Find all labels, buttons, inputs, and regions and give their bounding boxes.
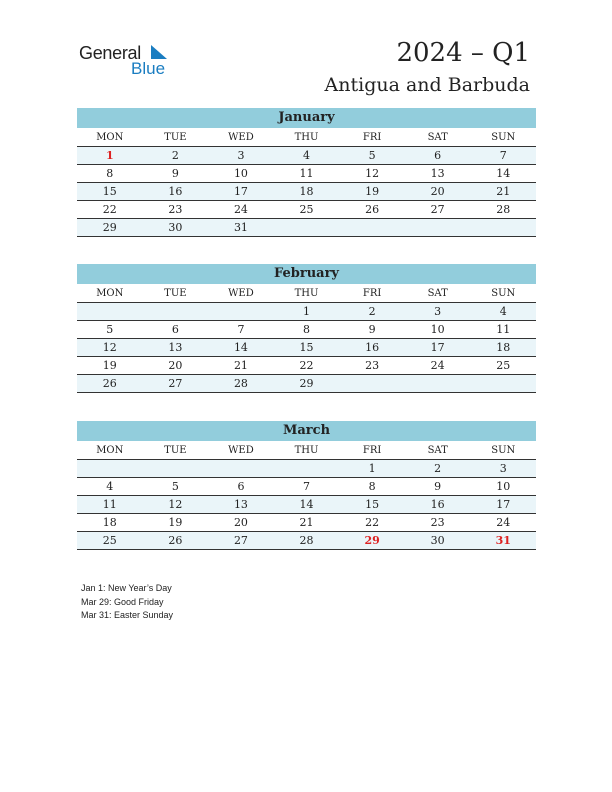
day-cell: 3 [237, 149, 245, 162]
day-cell: 21 [299, 516, 314, 529]
week-row [77, 532, 536, 550]
day-cell: 23 [168, 203, 183, 216]
day-cell: 4 [499, 305, 507, 318]
day-cell: 7 [237, 323, 245, 336]
day-cell [470, 375, 536, 392]
day-cell: 15 [365, 498, 380, 511]
day-cell [274, 460, 340, 477]
day-cell: 12 [365, 167, 380, 180]
day-cell: 27 [168, 377, 183, 390]
day-cell: 11 [496, 323, 511, 336]
day-cell: 5 [106, 323, 114, 336]
weekday-label: MON [96, 132, 124, 143]
day-cell: 25 [102, 534, 117, 547]
day-cell: 26 [365, 203, 380, 216]
week-row [77, 514, 536, 532]
day-cell: 6 [434, 149, 442, 162]
week-row [77, 147, 536, 165]
day-cell: 21 [496, 185, 511, 198]
day-cell: 4 [303, 149, 311, 162]
day-cell: 3 [434, 305, 442, 318]
week-row [77, 321, 536, 339]
weekday-label: SAT [427, 288, 448, 299]
month-calendar [77, 264, 536, 393]
day-cell: 17 [233, 185, 248, 198]
day-cell: 5 [368, 149, 376, 162]
day-cell: 16 [365, 341, 380, 354]
weekday-label: FRI [362, 288, 382, 299]
day-cell: 19 [365, 185, 380, 198]
day-cell: 9 [368, 323, 376, 336]
day-cell: 28 [496, 203, 511, 216]
day-cell [470, 219, 536, 236]
day-cell: 18 [496, 341, 511, 354]
weekday-label: SUN [491, 288, 516, 299]
day-cell: 4 [106, 480, 114, 493]
day-cell: 6 [171, 323, 179, 336]
day-cell: 7 [303, 480, 311, 493]
day-cell: 27 [233, 534, 248, 547]
day-cell: 10 [430, 323, 445, 336]
day-cell [339, 219, 405, 236]
logo-text-general: General [79, 43, 141, 63]
day-cell: 15 [102, 185, 117, 198]
logo-triangle-icon [149, 45, 169, 61]
week-row [77, 478, 536, 496]
day-cell: 11 [102, 498, 117, 511]
day-cell: 23 [365, 359, 380, 372]
day-cell [77, 460, 143, 477]
day-cell: 19 [168, 516, 183, 529]
week-row [77, 201, 536, 219]
day-cell: 14 [496, 167, 511, 180]
weekday-label: FRI [362, 445, 382, 456]
page-title: 2024 – Q1 [396, 38, 530, 68]
day-cell: 25 [496, 359, 511, 372]
holiday-note: Mar 31: Easter Sunday [81, 610, 174, 620]
day-cell: 23 [430, 516, 445, 529]
holiday-note: Mar 29: Good Friday [81, 596, 164, 607]
weekday-label: FRI [362, 132, 382, 143]
day-cell: 20 [168, 359, 183, 372]
day-cell [405, 219, 471, 236]
month-name: February [77, 264, 536, 284]
week-row [77, 357, 536, 375]
day-cell: 30 [168, 221, 183, 234]
month-name: March [77, 421, 536, 441]
day-cell [405, 375, 471, 392]
day-cell: 18 [299, 185, 314, 198]
day-cell: 29 [299, 377, 314, 390]
weekday-label: SAT [427, 132, 448, 143]
day-cell: 1 [368, 462, 376, 475]
day-cell: 14 [299, 498, 314, 511]
week-row [77, 339, 536, 357]
holiday-notes [81, 582, 173, 623]
day-cell: 2 [434, 462, 442, 475]
day-cell: 14 [233, 341, 248, 354]
weekday-label: THU [294, 132, 319, 143]
day-cell: 10 [233, 167, 248, 180]
day-cell: 8 [106, 167, 114, 180]
day-cell: 1 [303, 305, 311, 318]
day-cell: 21 [233, 359, 248, 372]
weekday-label: THU [294, 288, 319, 299]
day-cell: 20 [430, 185, 445, 198]
day-cell: 22 [102, 203, 117, 216]
page-subtitle: Antigua and Barbuda [324, 74, 530, 96]
day-cell: 28 [233, 377, 248, 390]
month-calendar [77, 108, 536, 237]
day-cell: 10 [496, 480, 511, 493]
day-cell: 2 [171, 149, 179, 162]
day-cell: 24 [430, 359, 445, 372]
holiday-note: Jan 1: New Year’s Day [81, 583, 172, 593]
day-cell: 26 [168, 534, 183, 547]
week-row [77, 183, 536, 201]
day-cell: 22 [365, 516, 380, 529]
weekday-header-row [77, 441, 536, 460]
day-cell: 9 [171, 167, 179, 180]
week-row [77, 496, 536, 514]
day-cell: 3 [499, 462, 507, 475]
month-calendar [77, 421, 536, 550]
day-cell [143, 303, 209, 320]
day-cell: 20 [233, 516, 248, 529]
day-cell: 2 [368, 305, 376, 318]
day-cell: 12 [168, 498, 183, 511]
day-cell: 9 [434, 480, 442, 493]
week-row [77, 219, 536, 237]
week-row [77, 165, 536, 183]
day-cell [208, 460, 274, 477]
day-cell: 13 [168, 341, 183, 354]
weekday-label: THU [294, 445, 319, 456]
day-cell: 8 [303, 323, 311, 336]
day-cell: 12 [102, 341, 117, 354]
week-row [77, 303, 536, 321]
day-cell: 18 [102, 516, 117, 529]
day-cell: 1 [105, 149, 114, 162]
day-cell: 29 [364, 534, 380, 547]
weekday-label: MON [96, 288, 124, 299]
day-cell: 30 [430, 534, 445, 547]
day-cell: 24 [496, 516, 511, 529]
day-cell: 29 [102, 221, 117, 234]
weekday-label: SUN [491, 445, 516, 456]
day-cell: 25 [299, 203, 314, 216]
weekday-label: WED [228, 445, 254, 456]
brand-logo [79, 43, 179, 79]
logo-text-blue: Blue [131, 59, 166, 78]
day-cell: 26 [102, 377, 117, 390]
weekday-header-row [77, 284, 536, 303]
day-cell: 27 [430, 203, 445, 216]
day-cell: 28 [299, 534, 314, 547]
day-cell: 16 [168, 185, 183, 198]
weekday-label: TUE [164, 445, 187, 456]
weekday-label: SUN [491, 132, 516, 143]
day-cell: 31 [233, 221, 248, 234]
day-cell: 7 [499, 149, 507, 162]
day-cell: 15 [299, 341, 314, 354]
day-cell: 22 [299, 359, 314, 372]
day-cell: 17 [496, 498, 511, 511]
day-cell: 11 [299, 167, 314, 180]
day-cell: 13 [430, 167, 445, 180]
day-cell [143, 460, 209, 477]
day-cell: 31 [495, 534, 511, 547]
day-cell: 6 [237, 480, 245, 493]
month-name: January [77, 108, 536, 128]
weekday-header-row [77, 128, 536, 147]
day-cell: 5 [171, 480, 179, 493]
weekday-label: WED [228, 132, 254, 143]
weekday-label: TUE [164, 132, 187, 143]
day-cell [339, 375, 405, 392]
weekday-label: SAT [427, 445, 448, 456]
week-row [77, 375, 536, 393]
day-cell: 17 [430, 341, 445, 354]
day-cell: 8 [368, 480, 376, 493]
day-cell: 19 [102, 359, 117, 372]
day-cell: 13 [233, 498, 248, 511]
day-cell: 16 [430, 498, 445, 511]
weekday-label: MON [96, 445, 124, 456]
week-row [77, 460, 536, 478]
weekday-label: TUE [164, 288, 187, 299]
day-cell [208, 303, 274, 320]
day-cell: 24 [233, 203, 248, 216]
day-cell [77, 303, 143, 320]
day-cell [274, 219, 340, 236]
weekday-label: WED [228, 288, 254, 299]
